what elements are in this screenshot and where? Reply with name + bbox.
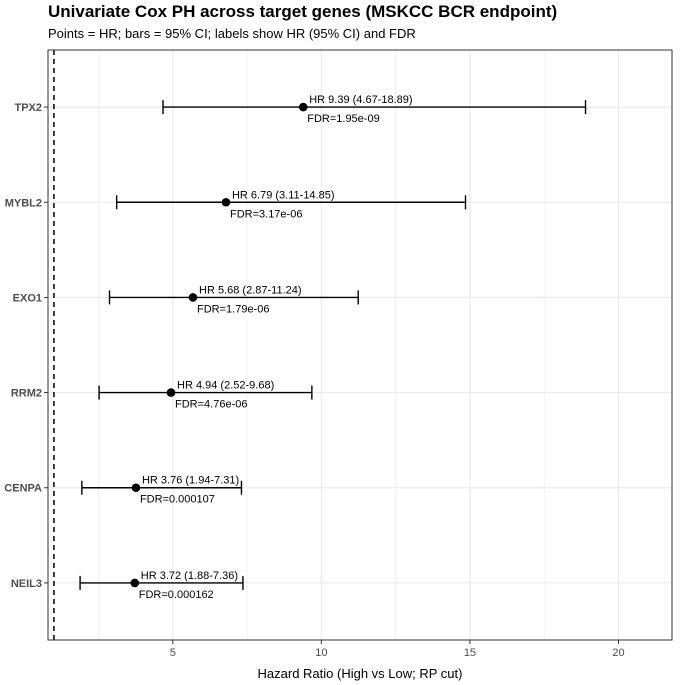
y-tick-label: TPX2 — [14, 102, 42, 115]
y-tick-label: CENPA — [4, 482, 42, 495]
y-tick-label: EXO1 — [12, 292, 42, 305]
y-tick-label: RRM2 — [10, 387, 42, 400]
hr-point — [130, 579, 139, 588]
hr-label: HR 4.94 (2.52-9.68) — [177, 379, 275, 392]
fdr-label: FDR=3.17e-06 — [229, 208, 303, 221]
hr-point — [167, 388, 176, 397]
chart-subtitle: Points = HR; bars = 95% CI; labels show HR (95% CI) and FDR — [48, 26, 416, 41]
hr-label: HR 9.39 (4.67-18.89) — [309, 94, 413, 107]
fdr-label: FDR=4.76e-06 — [175, 398, 248, 411]
panel-border — [48, 50, 672, 640]
marks-layer — [80, 94, 585, 601]
y-tick-label: MYBL2 — [4, 197, 42, 210]
fdr-label: FDR=0.000107 — [139, 493, 215, 506]
x-tick-label: 5 — [169, 647, 176, 659]
x-axis-title: Hazard Ratio (High vs Low; RP cut) — [257, 666, 463, 681]
hr-point — [222, 198, 231, 207]
hr-label: HR 6.79 (3.11-14.85) — [231, 189, 335, 202]
x-tick-label: 20 — [612, 647, 625, 659]
chart-title: Univariate Cox PH across target genes (MSKCC BCR endpoint) — [48, 2, 558, 21]
hr-label: HR 5.68 (2.87-11.24) — [199, 284, 302, 297]
hr-label: HR 3.72 (1.88-7.36) — [140, 569, 238, 582]
hr-point — [189, 293, 198, 302]
fdr-label: FDR=0.000162 — [138, 588, 214, 601]
hr-label: HR 3.76 (1.94-7.31) — [141, 474, 240, 487]
fdr-label: FDR=1.79e-06 — [197, 303, 270, 316]
hr-point — [132, 483, 141, 492]
axis-layer — [4, 102, 624, 659]
grid-layer — [48, 50, 672, 640]
y-tick-label: NEIL3 — [10, 577, 42, 590]
x-tick-label: 10 — [315, 647, 328, 659]
x-tick-label: 15 — [463, 647, 477, 659]
fdr-label: FDR=1.95e-09 — [307, 113, 380, 126]
hr-point — [299, 103, 308, 112]
